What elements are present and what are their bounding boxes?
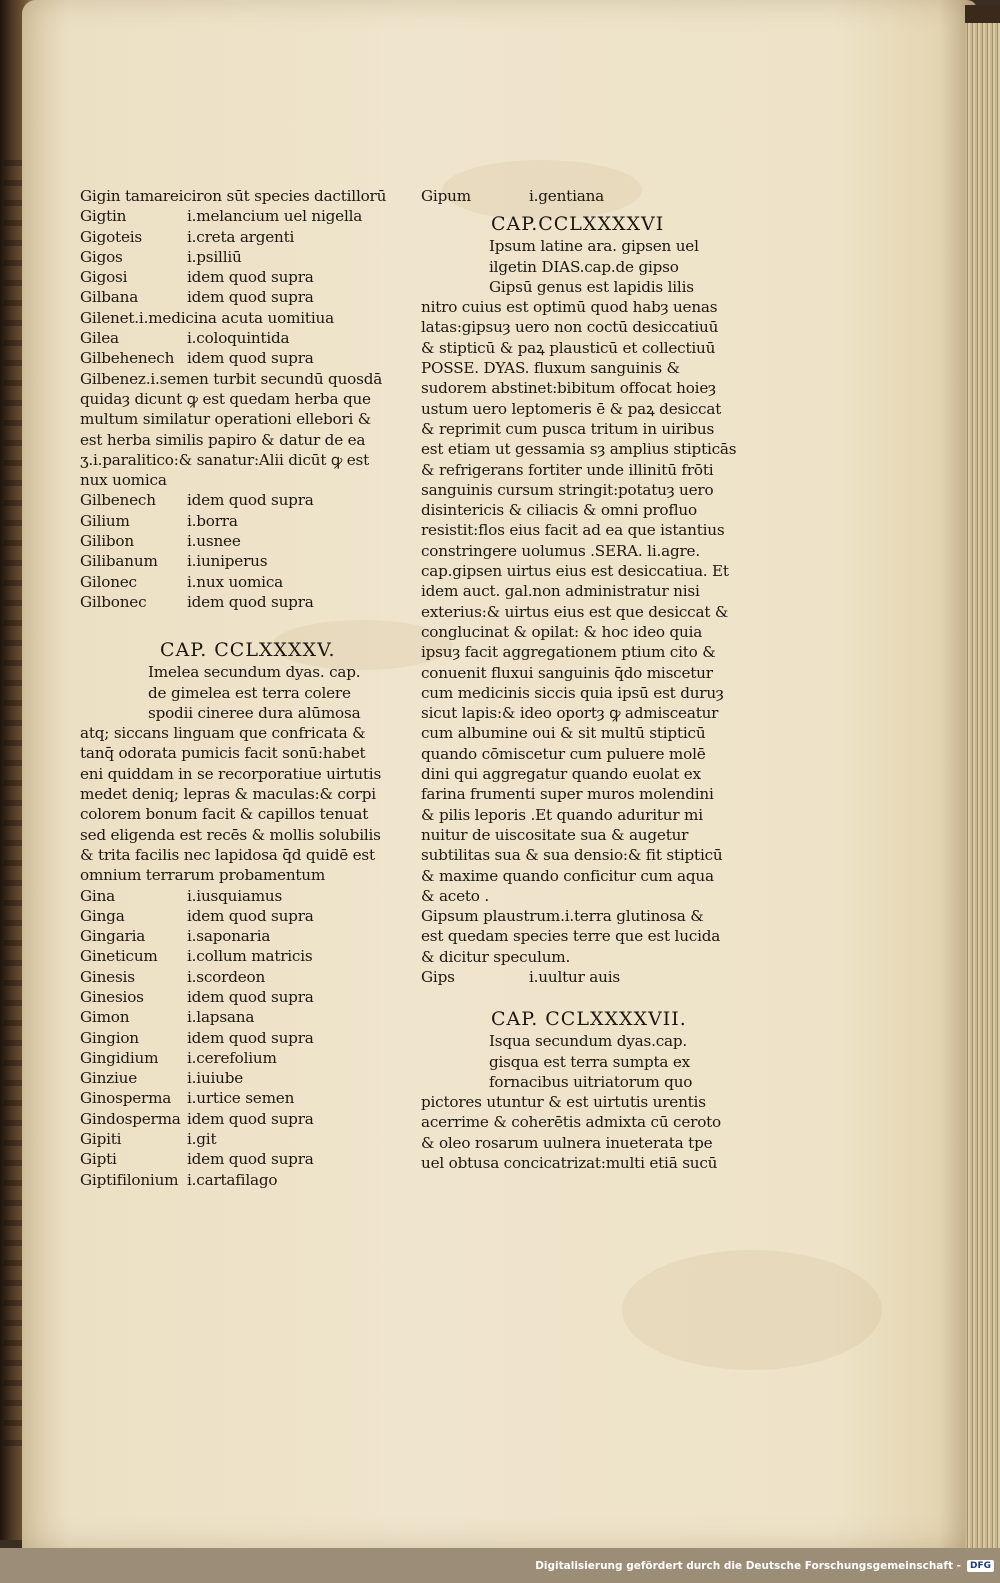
glossary-entry	[80, 926, 375, 946]
entry-term: Gips	[421, 967, 455, 986]
text-line: colorem bonum facit & capillos tenuat	[80, 805, 369, 824]
entry-gloss: i.melancium uel nigella	[187, 207, 363, 226]
glossary-entry	[80, 592, 375, 612]
glossary-entry	[80, 1170, 375, 1190]
text-line: Gilbenez.i.semen turbit secundū quosdā	[80, 369, 383, 388]
glossary-entry	[80, 967, 375, 987]
entry-gloss: i.collum matricis	[187, 947, 313, 966]
text-line: Ipsum latine ara. gipsen uel	[489, 237, 699, 256]
text-line: & dicitur speculum.	[421, 947, 571, 966]
entry-gloss: idem quod supra	[187, 491, 314, 510]
text-line: farina frumenti super muros molendini	[421, 785, 714, 804]
text-line: tanq̄ odorata pumicis facit sonū:habet	[80, 744, 366, 763]
glossary-entry	[80, 490, 375, 510]
text-line: sanguinis cursum stringit:potatuȝ uero	[421, 480, 714, 499]
glossary-entry	[80, 511, 375, 531]
text-line: Gigin tamareiciron sūt species dactillorū	[80, 187, 387, 205]
text-line: idem auct. gal.non administratur nisi	[421, 582, 700, 601]
entry-term: Giptifilonium	[80, 1170, 179, 1189]
text-line: Gipsum plaustrum.i.terra glutinosa &	[421, 907, 704, 926]
text-line: medet deniq; lepras & maculas:& corpi	[80, 785, 376, 804]
text-line: pictores utuntur & est uirtutis urentis	[421, 1093, 706, 1112]
text-line: constringere uolumus .SERA. li.agre.	[421, 541, 700, 560]
chapter-heading: CAP. CCLXXXXV.	[160, 639, 336, 662]
text-line: nitro cuius est optimū quod habȝ uenas	[421, 298, 718, 317]
text-line: & maxime quando conficitur cum aqua	[421, 866, 714, 885]
text-line: est herba similis papiro & datur de ea	[80, 430, 366, 449]
entry-term: Gipum	[421, 187, 471, 205]
glossary-entry	[80, 287, 375, 307]
entry-gloss: i.iusquiamus	[187, 886, 283, 905]
text-line: ilgetin DIAS.cap.de gipso	[489, 257, 679, 276]
glossary-entry	[80, 1129, 375, 1149]
entry-term: Gipti	[80, 1150, 117, 1169]
text-line: ustum uero leptomeris ē & paꝝ desiccat	[421, 399, 722, 418]
text-line: est etiam ut gessamia sȝ amplius stipticās	[421, 440, 737, 459]
entry-term: Gilbonec	[80, 592, 147, 611]
text-line: gisqua est terra sumpta ex	[489, 1052, 691, 1071]
text-line: & trita facilis nec lapidosa q̄d quidē est	[80, 845, 375, 864]
text-line: sed eligenda est recēs & mollis solubilis	[80, 825, 381, 844]
chapter-heading: CAP. CCLXXXXVII.	[491, 1008, 687, 1031]
entry-gloss: idem quod supra	[187, 288, 314, 307]
text-line: acerrime & coherētis admixta cū ceroto	[421, 1113, 721, 1132]
entry-gloss: idem quod supra	[187, 987, 314, 1006]
text-line: & oleo rosarum uulnera inueterata tpe	[421, 1133, 713, 1152]
entry-gloss: i.usnee	[187, 532, 241, 551]
text-line: resistit:flos eius facit ad ea que istantius	[421, 521, 725, 540]
text-line: sudorem abstinet:bibitum offocat hoieȝ	[421, 379, 716, 398]
book-fore-edge	[965, 5, 1000, 1548]
entry-term: Gigoteis	[80, 227, 142, 246]
entry-term: Ginosperma	[80, 1089, 172, 1108]
glossary-entry	[80, 1088, 375, 1108]
entry-gloss: i.saponaria	[187, 927, 271, 946]
entry-term: Gigosi	[80, 268, 128, 287]
entry-term: Gingaria	[80, 927, 146, 946]
entry-term: Gigos	[80, 247, 123, 266]
text-line: Gilenet.i.medicina acuta uomitiua	[80, 308, 334, 327]
text-line: cum albumine oui & sit multū stipticū	[421, 724, 706, 743]
glossary-entry	[80, 1149, 375, 1169]
text-line: ʒ.i.paralitico:& sanatur:Alii dicūt ꝙ est	[80, 450, 369, 469]
entry-gloss: i.git	[187, 1130, 217, 1149]
text-line: Imelea secundum dyas. cap.	[148, 663, 361, 682]
entry-gloss: idem quod supra	[187, 592, 314, 611]
entry-term: Gingion	[80, 1028, 139, 1047]
glossary-entry	[421, 967, 696, 987]
text-line: conuenit fluxui sanguinis q̄do miscetur	[421, 663, 713, 682]
entry-term: Gina	[80, 886, 116, 905]
text-line: & reprimit cum pusca tritum in uiribus	[421, 419, 715, 438]
glossary-entry	[80, 227, 375, 247]
entry-gloss: i.cartafilago	[187, 1170, 278, 1189]
text-line: & aceto .	[421, 886, 489, 905]
glossary-entry	[421, 186, 696, 206]
entry-term: Gilibanum	[80, 552, 158, 571]
entry-term: Ginesios	[80, 987, 144, 1006]
text-line: POSSE. DYAS. fluxum sanguinis &	[421, 359, 680, 378]
text-line: eni quiddam in se recorporatiue uirtutis	[80, 764, 382, 783]
entry-gloss: i.iuniperus	[187, 552, 268, 571]
glossary-entry	[80, 572, 375, 592]
entry-term: Ginziue	[80, 1069, 137, 1088]
entry-term: Gipiti	[80, 1130, 122, 1149]
glossary-entry	[80, 906, 375, 926]
text-line: nuitur de uiscositate sua & augetur	[421, 825, 689, 844]
text-line: latas:gipsuȝ uero non coctū desiccatiuū	[421, 318, 719, 337]
glossary-entry	[80, 348, 375, 368]
glossary-entry	[80, 206, 375, 226]
text-line: spodii cineree dura alūmosa	[148, 703, 361, 722]
text-line: uel obtusa concicatrizat:multi etiā sucū	[421, 1154, 718, 1173]
entry-term: Ginesis	[80, 967, 135, 986]
entry-term: Gilbana	[80, 288, 139, 307]
text-line: conglucinat & opilat: & hoc ideo quia	[421, 622, 703, 641]
glossary-entry	[80, 1048, 375, 1068]
entry-gloss: i.creta argenti	[187, 227, 295, 246]
entry-term: Ginga	[80, 906, 125, 925]
entry-gloss: i.uultur auis	[529, 967, 620, 986]
text-line: cap.gipsen uirtus eius est desiccatiua. Et	[421, 562, 729, 581]
entry-gloss: i.gentiana	[529, 187, 605, 205]
entry-gloss: i.coloquintida	[187, 329, 290, 348]
entry-gloss: i.nux uomica	[187, 572, 283, 591]
entry-term: Gigtin	[80, 207, 127, 226]
glossary-entry	[80, 328, 375, 348]
digitization-credit	[535, 1558, 994, 1574]
glossary-entry	[80, 551, 375, 571]
entry-term: Gilea	[80, 329, 119, 348]
entry-gloss: i.lapsana	[187, 1008, 255, 1027]
entry-term: Gimon	[80, 1008, 130, 1027]
text-line: & refrigerans fortiter unde illinitū frōti	[421, 460, 714, 479]
glossary-entry	[80, 946, 375, 966]
glossary-entry	[80, 987, 375, 1007]
entry-gloss: idem quod supra	[187, 906, 314, 925]
entry-term: Gilonec	[80, 572, 137, 591]
entry-term: Gindosperma	[80, 1109, 181, 1128]
text-line: subtilitas sua & sua densio:& fit stipticū	[421, 846, 723, 865]
glossary-entry	[80, 247, 375, 267]
left-column	[80, 186, 387, 1190]
text-line: quidaȝ dicunt ꝙ est quedam herba que	[80, 389, 371, 408]
entry-gloss: i.borra	[187, 511, 238, 530]
entry-term: Gilibon	[80, 532, 134, 551]
text-line: & stipticū & paꝝ plausticū et collectiuū	[421, 338, 716, 357]
entry-gloss: idem quod supra	[187, 349, 314, 368]
entry-gloss: i.psilliū	[187, 247, 242, 266]
glossary-entry	[80, 267, 375, 287]
entry-gloss: i.iuiube	[187, 1069, 244, 1088]
text-line: disintericis & ciliacis & omni profluo	[421, 501, 697, 520]
text-line: sicut lapis:& ideo oportȝ ꝙ admisceatur	[421, 704, 719, 723]
text-line: & pilis leporis .Et quando aduritur mi	[421, 805, 703, 824]
text-line: dini qui aggregatur quando euolat ex	[421, 765, 701, 784]
text-line: Isqua secundum dyas.cap.	[489, 1032, 688, 1051]
entry-gloss: i.urtice semen	[187, 1089, 295, 1108]
entry-gloss: i.cerefolium	[187, 1048, 277, 1067]
text-line: cum medicinis siccis quia ipsū est duruȝ	[421, 683, 724, 702]
right-column	[421, 186, 737, 1173]
entry-gloss: idem quod supra	[187, 1109, 314, 1128]
entry-gloss: i.scordeon	[187, 967, 266, 986]
entry-term: Gingidium	[80, 1048, 159, 1067]
text-line: quando cōmiscetur cum puluere molē	[421, 744, 706, 763]
entry-term: Gilbehenech	[80, 349, 175, 368]
text-line: omnium terrarum probamentum	[80, 866, 326, 885]
entry-term: Gilbenech	[80, 491, 156, 510]
glossary-entry	[80, 886, 375, 906]
glossary-entry	[80, 1068, 375, 1088]
glossary-entry	[80, 531, 375, 551]
entry-term: Gilium	[80, 511, 130, 530]
text-line: de gimelea est terra colere	[148, 683, 351, 702]
glossary-entry	[80, 1007, 375, 1027]
chapter-heading: CAP.CCLXXXXVI	[491, 213, 665, 236]
dfg-logo: DFG	[967, 1560, 994, 1572]
text-line: est quedam species terre que est lucida	[421, 927, 721, 946]
text-line: multum similatur operationi ellebori &	[80, 410, 372, 429]
entry-gloss: idem quod supra	[187, 268, 314, 287]
text-line: ipsuȝ facit aggregationem ptium cito &	[421, 643, 716, 662]
text-line: exterius:& uirtus eius est que desiccat &	[421, 602, 729, 621]
entry-gloss: idem quod supra	[187, 1028, 314, 1047]
glossary-entry	[80, 1109, 375, 1129]
text-line: nux uomica	[80, 471, 167, 490]
text-line: atq; siccans linguam que confricata &	[80, 724, 366, 743]
credit-text: Digitalisierung gefördert durch die Deutsche Forschungsgemeinschaft -	[535, 1560, 961, 1572]
entry-term: Gineticum	[80, 947, 158, 966]
glossary-entry	[80, 1028, 375, 1048]
text-line: fornacibus uitriatorum quo	[489, 1072, 693, 1091]
text-line: Gipsū genus est lapidis lilis	[489, 277, 694, 296]
entry-gloss: idem quod supra	[187, 1150, 314, 1169]
